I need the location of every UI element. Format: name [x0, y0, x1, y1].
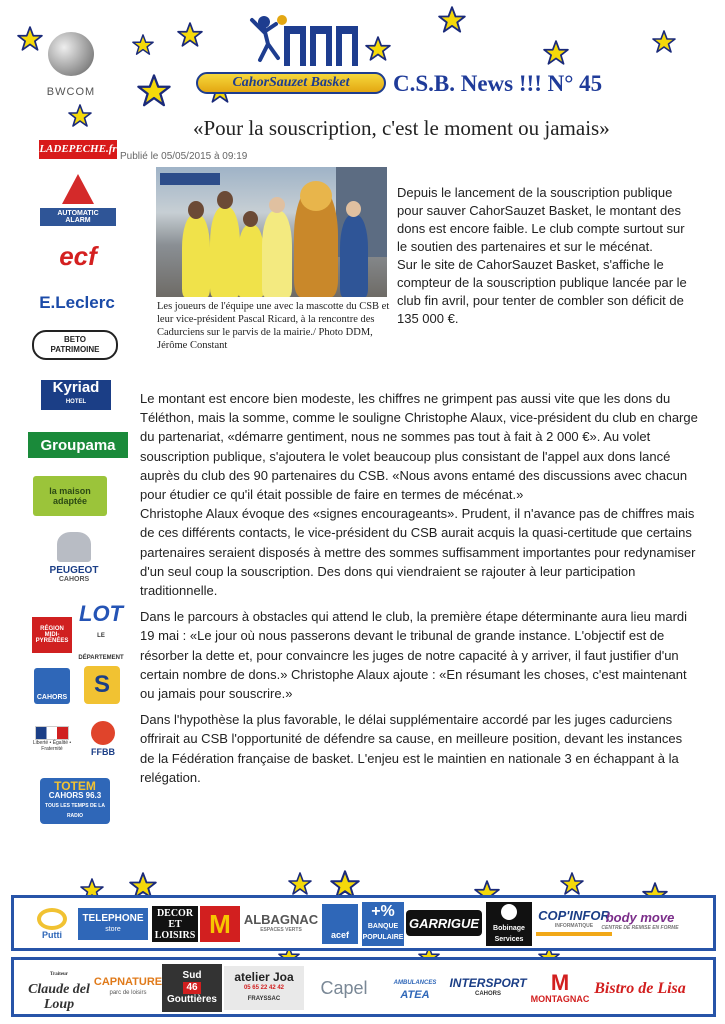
photo-caption: Les joueurs de l'équipe une avec la mascotte du CSB et leur vice-président Pascal Ricard, à la rencontre des Cadurciens sur le parvis de la mairie./ Photo DDM, Jérôme Constant	[157, 301, 390, 351]
article-headline: «Pour la souscription, c'est le moment ou jamais»	[193, 116, 610, 140]
capel-logo: Capel	[320, 977, 368, 998]
star-icon	[438, 6, 466, 34]
ffbb-label: FFBB	[91, 747, 115, 757]
french-flag-icon	[35, 726, 69, 740]
publication-date: Publié le 05/05/2015 à 09:19	[120, 151, 248, 162]
peugeot-city: CAHORS	[58, 575, 90, 583]
region-label-2: MIDI-PYRÉNÉES	[35, 632, 69, 644]
ring-icon	[37, 908, 67, 930]
bobinage-icon	[501, 904, 517, 920]
albagnac-label: ALBAGNAC	[243, 912, 319, 927]
copinfor-label: COP'INFOR	[538, 908, 610, 923]
patrimoine-label-1: BETO	[63, 335, 87, 344]
kyriad-label: Kyriad	[52, 379, 100, 396]
star-icon	[137, 74, 171, 108]
leclerc-logo: E.Leclerc	[39, 293, 115, 312]
groupama-logo: Groupama	[28, 432, 128, 458]
intro-text	[397, 184, 697, 328]
maison-label-2: adaptée	[52, 496, 87, 506]
ladepeche-logo: LADEPECHE.fr	[39, 140, 117, 159]
putti-logo	[26, 902, 78, 946]
article-paragraph: Le montant est encore bien modeste, les chiffres ne grimpent pas aussi vite que les dons du Téléthon, mais la somme, comme le souligne Christophe Alaux, vice-président du club en charge du partenariat, «démarre gentiment, nous ne sommes pas tout à fait à 2 000 €». Au volet souscription publique, s'ajoutera le volet beaucoup plus consistant de l'appel aux dons lancé auprès du club des 90 partenaires du CSB. «Nous avons entamé des discussions avec chacun pour étudier ce qu'il était possible de faire en termes de mécénat.»	[140, 391, 698, 503]
article-paragraph: Christophe Alaux évoque des «signes encourageants». Prudent, il n'avance pas de chiffres mais de ces différents contacts, le vice-président du CSB aurait acquis la quasi-certitude que certains partenaires seraient disposés à mettre des sommes suffisamment importantes pour redynamiser d'un seul coup la souscription. Des dons qui viendraient se rajouter à leur participation traditionnelle.	[140, 506, 696, 599]
article-body	[140, 389, 700, 787]
cahors-logo: CAHORS	[34, 668, 70, 704]
acef-logo: acef	[322, 904, 358, 944]
region-logo	[32, 617, 72, 653]
claude-del-loup-logo	[26, 968, 92, 1010]
putti-label: Putti	[42, 929, 62, 940]
basketball-icon	[91, 721, 115, 745]
republique-francaise-logo	[32, 726, 72, 752]
ambulances-atea-logo	[384, 970, 446, 1008]
atea-label-1: AMBULANCES	[393, 980, 437, 986]
joa-label-2: 05 65 22 42 42	[243, 984, 285, 991]
telephone-label: TELEPHONE	[82, 913, 144, 924]
joa-label-3: FRAYSSAC	[247, 995, 281, 1002]
bobinage-services-logo	[486, 902, 532, 946]
sud-label-1: Sud	[182, 970, 202, 981]
claude-label-2: Loup	[43, 996, 75, 1012]
star-icon	[560, 872, 584, 896]
albagnac-logo	[244, 912, 318, 938]
sud-department: 46	[183, 982, 200, 994]
atelier-joa-logo	[224, 966, 304, 1010]
star-icon	[132, 34, 154, 56]
totem-label-1: TOTEM	[54, 779, 96, 793]
telephone-sub: store	[105, 926, 121, 933]
patrimoine-label-2: PATRIMOINE	[50, 345, 100, 354]
intersport-city: CAHORS	[474, 991, 501, 997]
claude-label-1: Claude del	[28, 981, 90, 997]
banque-populaire-mark: +%	[371, 902, 395, 920]
sponsor-band-top	[11, 895, 716, 951]
beto-patrimoine-logo	[32, 330, 118, 360]
automatic-alarm-logo	[40, 170, 116, 230]
lot-departement-logo	[78, 601, 124, 661]
newsletter-title: C.S.B. News !!! N° 45	[393, 71, 603, 96]
atea-label-2: ATEA	[400, 989, 430, 1001]
maison-label-1: la maison	[49, 486, 91, 496]
star-icon	[68, 104, 92, 128]
csb-letters-icon	[282, 20, 362, 68]
intro-paragraph: Sur le site de CahorSauzet Basket, s'affiche le compteur de la souscription publique lancée par le club fin avril, pour tenter de combler son déficit de 135 000 €.	[397, 257, 687, 326]
kyriad-logo	[41, 380, 111, 410]
montagnac-logo	[532, 968, 588, 1008]
bobinage-label-1: Bobinage	[493, 924, 525, 932]
banque-populaire-label: BANQUE POPULAIRE	[362, 922, 404, 941]
peugeot-logo	[36, 528, 112, 586]
lion-icon	[57, 532, 91, 562]
sponsor-band-bottom	[11, 957, 716, 1017]
bodymove-label: body move	[605, 910, 675, 925]
intro-paragraph: Depuis le lancement de la souscription publique pour sauver CahorSauzet Basket, le montant des dons est encore faible. Le club compte surtout sur le soutien des partenaires et sur le mécénat.	[397, 185, 685, 254]
montagnac-mark: M	[550, 969, 570, 995]
bistro-de-lisa-logo: Bistro de Lisa	[594, 979, 686, 997]
star-icon	[543, 40, 569, 66]
bodymove-sub: CENTRE DE REMISE EN FORME	[601, 925, 679, 931]
ecf-logo: ecf	[59, 240, 97, 271]
capnature-label: CAPNATURE	[93, 976, 163, 988]
claude-sub: Traiteur	[50, 971, 68, 977]
banque-populaire-logo	[362, 902, 404, 946]
totem-radio-logo	[40, 778, 110, 824]
bwcom-label: BWCOM	[46, 86, 96, 98]
bobinage-label-2: Services	[494, 935, 524, 943]
peugeot-label: PEUGEOT	[49, 564, 99, 576]
intersport-label: INTERSPORT	[449, 976, 527, 990]
lot-label: LOT	[79, 601, 123, 626]
bodymove-logo	[598, 908, 682, 938]
copinfor-sub: INFORMATIQUE	[554, 923, 594, 929]
totem-label-2: CAHORS 96.3	[48, 791, 102, 800]
joa-label-1: atelier Joa	[234, 969, 294, 984]
region-label-1: RÉGION	[40, 626, 64, 632]
marianne-motto: Liberté • Égalité • Fraternité	[32, 740, 72, 752]
ffbb-logo	[86, 720, 120, 758]
club-logo	[196, 14, 386, 94]
totem-label-3: TOUS LES TEMPS DE LA RADIO	[45, 803, 105, 819]
telephone-store-logo	[78, 908, 148, 940]
capnature-sub: parc de loisirs	[109, 990, 147, 996]
sud-label-2: Gouttières	[166, 994, 217, 1005]
sud-gouttieres-logo	[162, 964, 222, 1012]
team-photo	[156, 167, 387, 297]
bwcom-logo	[38, 32, 104, 98]
albagnac-sub: ESPACES VERTS	[260, 927, 302, 933]
mcdonalds-logo: M	[200, 906, 240, 942]
garrigue-logo: GARRIGUE	[406, 910, 482, 936]
kyriad-sub: HOTEL	[65, 399, 87, 405]
decor-loisirs-logo: DECOR ET LOISIRS	[152, 906, 198, 942]
club-name-banner: CahorSauzet Basket	[196, 72, 386, 94]
star-icon	[288, 872, 312, 896]
star-icon	[652, 30, 676, 54]
maison-adaptee-logo	[33, 476, 107, 516]
capnature-logo	[93, 968, 163, 1008]
s-sponsor-logo: S	[84, 666, 120, 704]
intersport-logo	[448, 974, 528, 1004]
automatic-alarm-label: AUTOMATIC ALARM	[40, 208, 116, 226]
lot-sub: LE DÉPARTEMENT	[78, 633, 124, 661]
montagnac-label: MONTAGNAC	[530, 993, 590, 1004]
article-paragraph: Dans le parcours à obstacles qui attend le club, la première étape déterminante aura lieu mardi 19 mai : «Le jour où nous passerons devant le tribunal de grande instance. L'objectif est de résorber la dette et, pour convaincre les juges de notre capacité à y arriver, il faut justifier d'un certain nombre de dons.» Christophe Alaux ajoute : «En résumant les choses, c'est maintenant ou jamais pour souscrire.»	[140, 609, 688, 702]
article-paragraph: Dans l'hypothèse la plus favorable, le délai supplémentaire accordé par les juges cadurciens offrirait au CSB l'opportunité de défendre sa cause, en meilleure position, devant les instances de la Fédération française de basket. L'enjeu est le maintien en nationale 3 en échappant à la relégation.	[140, 712, 683, 785]
